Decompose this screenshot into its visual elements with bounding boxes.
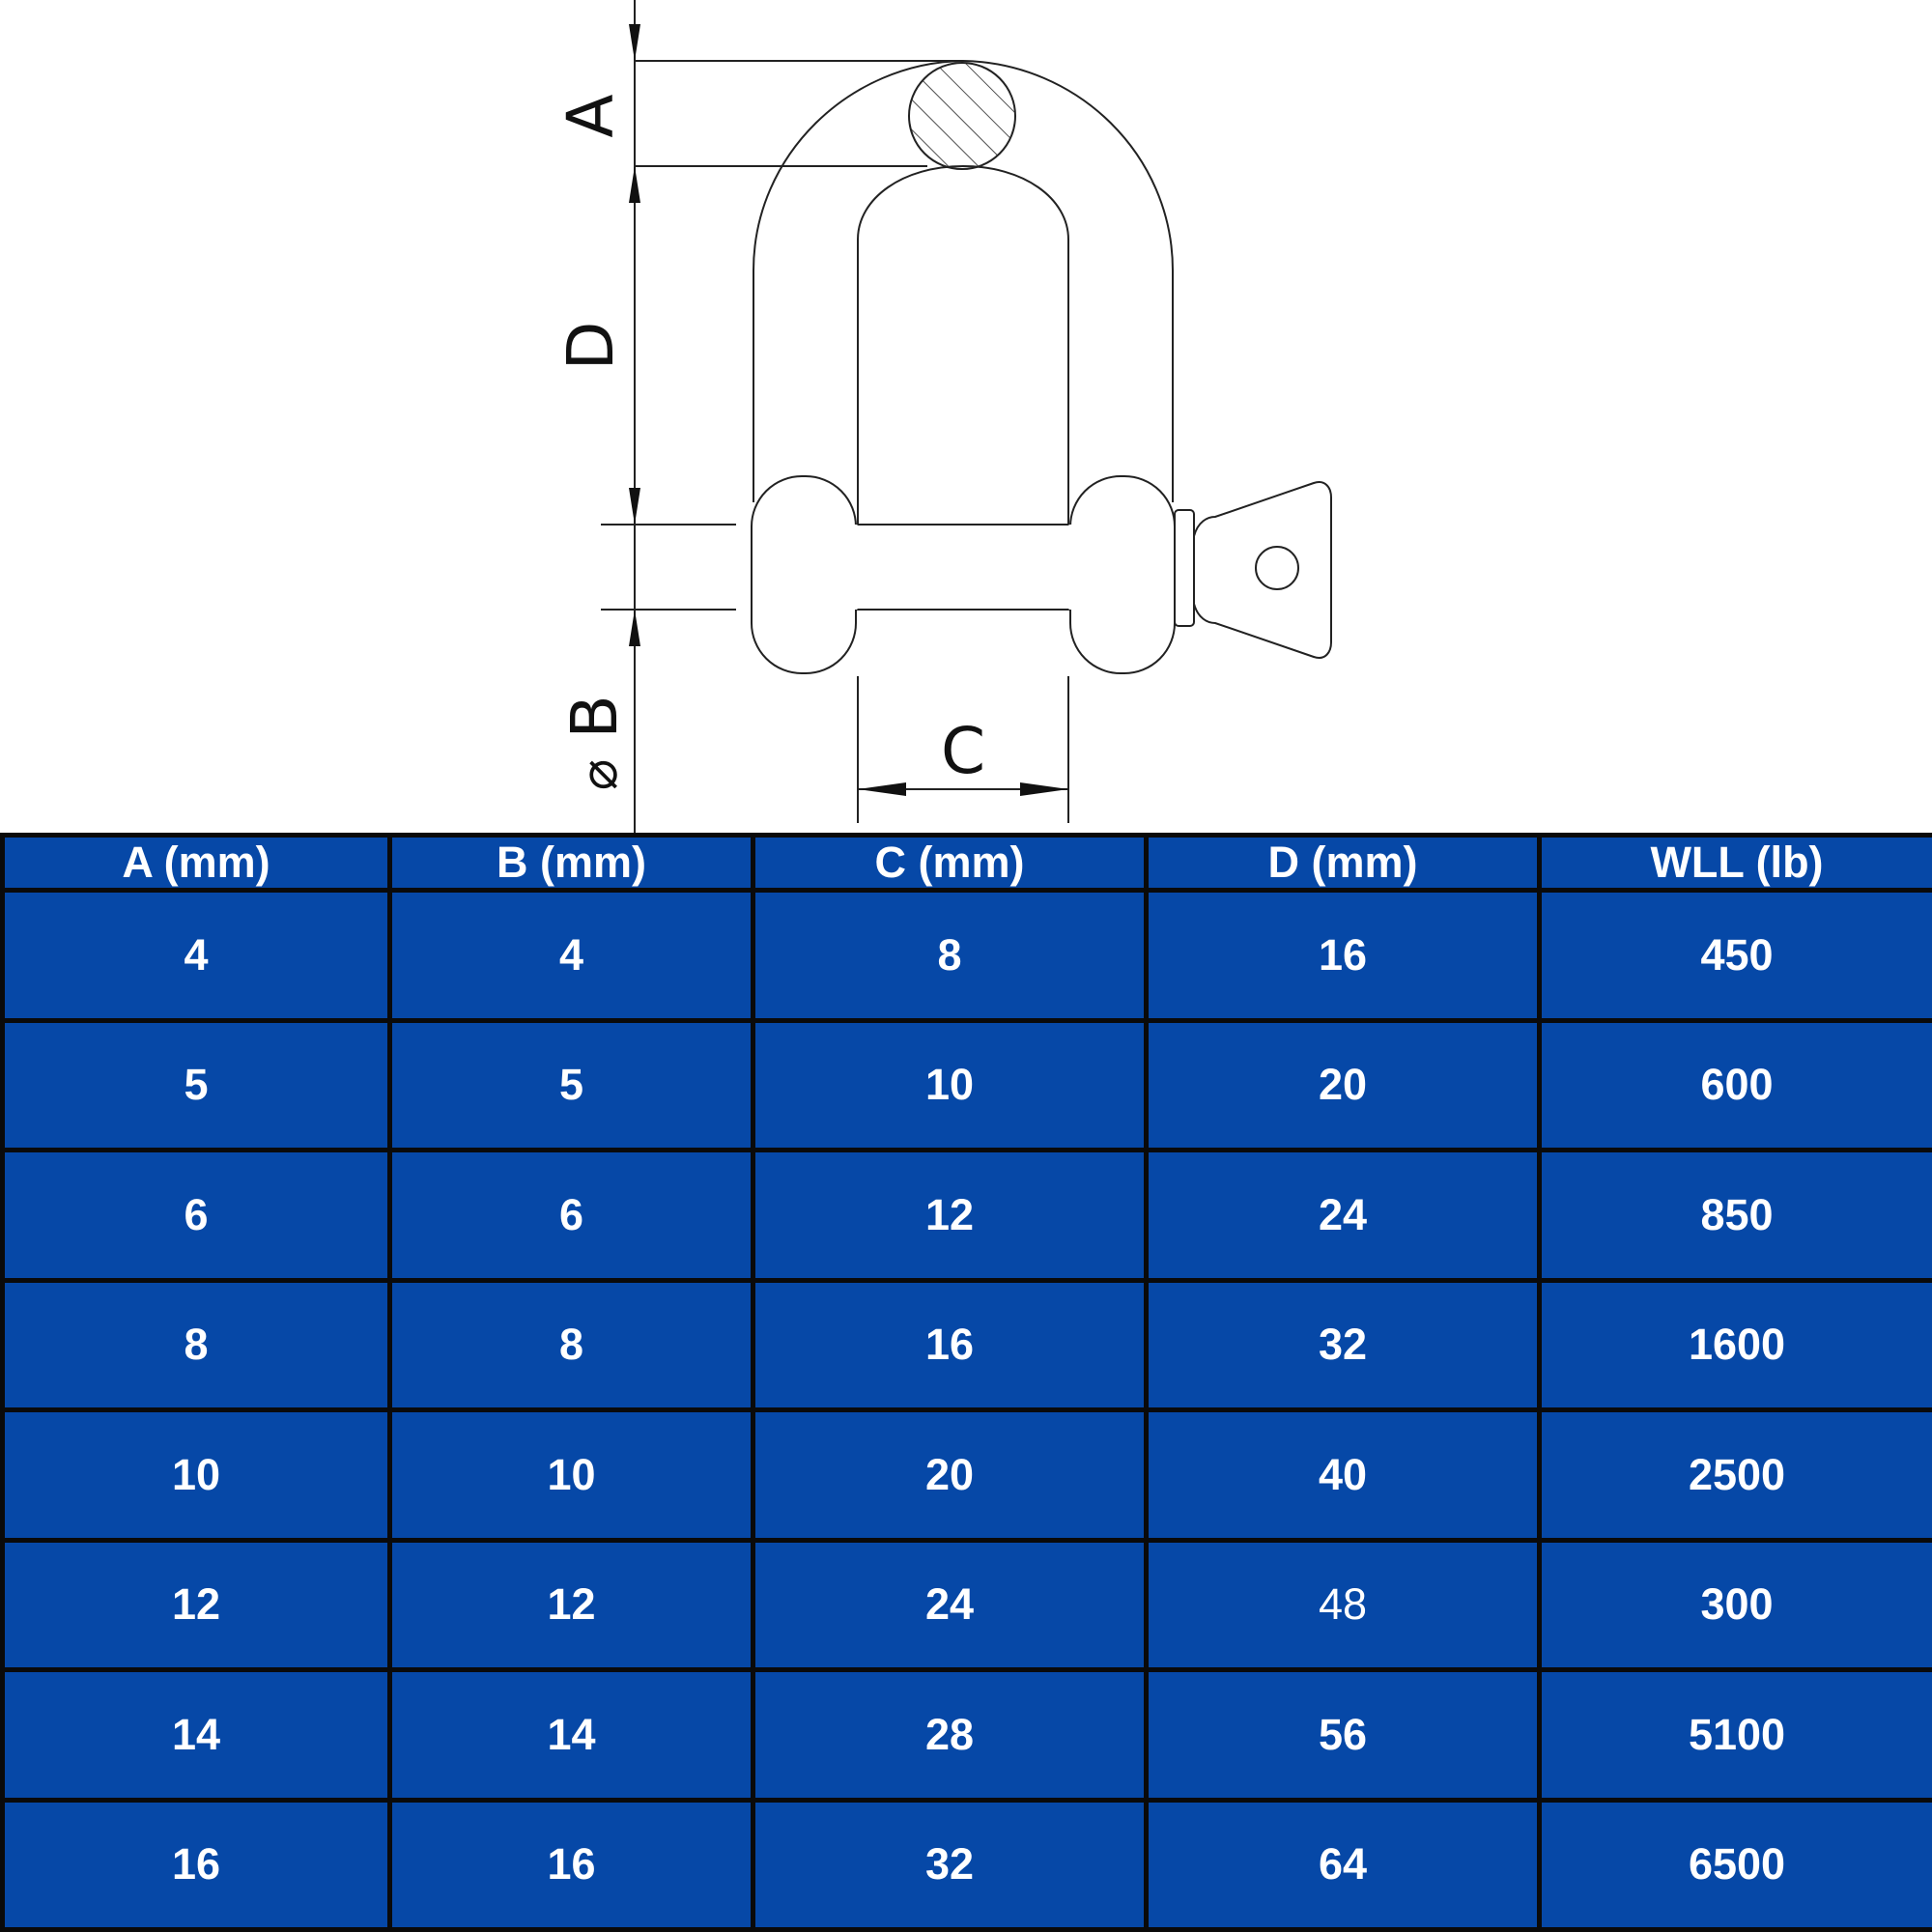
cell-a: 12	[3, 1540, 390, 1670]
cell-d: 64	[1147, 1800, 1540, 1930]
table-row	[3, 1800, 1932, 1930]
cell-d: 56	[1147, 1670, 1540, 1801]
table-row	[3, 1151, 1932, 1281]
cell-b: 14	[390, 1670, 753, 1801]
shackle-inner-bow	[858, 166, 1068, 493]
cell-c: 8	[753, 891, 1147, 1021]
header-wll: WLL (lb)	[1540, 836, 1932, 891]
cell-b: 8	[390, 1280, 753, 1410]
cell-c: 28	[753, 1670, 1147, 1801]
header-b: B (mm)	[390, 836, 753, 891]
cell-c: 10	[753, 1020, 1147, 1151]
cell-a: 16	[3, 1800, 390, 1930]
cell-b: 6	[390, 1151, 753, 1281]
cell-b: 12	[390, 1540, 753, 1670]
header-d: D (mm)	[1147, 836, 1540, 891]
table-row	[3, 891, 1932, 1021]
cell-c: 20	[753, 1410, 1147, 1541]
pin-head-collar	[1175, 510, 1194, 626]
cell-d: 32	[1147, 1280, 1540, 1410]
pin-wing-hole	[1256, 547, 1298, 589]
cell-d: 24	[1147, 1151, 1540, 1281]
arrow-c-right	[1020, 782, 1068, 796]
arrow-d-top	[629, 166, 640, 203]
table-row	[3, 1410, 1932, 1541]
left-eye	[752, 476, 856, 673]
cell-wll: 850	[1540, 1151, 1932, 1281]
cell-b: 5	[390, 1020, 753, 1151]
cell-wll: 600	[1540, 1020, 1932, 1151]
label-diameter-symbol: ⌀	[568, 758, 629, 791]
label-c: C	[940, 714, 986, 788]
shackle-eyes	[752, 476, 1175, 673]
arrow-a-top	[629, 24, 640, 61]
cell-d: 48	[1147, 1540, 1540, 1670]
cell-d: 40	[1147, 1410, 1540, 1541]
cell-b: 10	[390, 1410, 753, 1541]
cell-b: 4	[390, 891, 753, 1021]
cell-d: 16	[1147, 891, 1540, 1021]
label-d: D	[554, 321, 628, 371]
pin-head	[1175, 482, 1331, 658]
cell-wll: 1600	[1540, 1280, 1932, 1410]
cell-c: 12	[753, 1151, 1147, 1281]
cell-wll: 300	[1540, 1540, 1932, 1670]
cell-c: 32	[753, 1800, 1147, 1930]
table-row	[3, 1020, 1932, 1151]
shackle-dimension-diagram	[0, 0, 1932, 833]
cell-a: 8	[3, 1280, 390, 1410]
table-row	[3, 1280, 1932, 1410]
cell-a: 4	[3, 891, 390, 1021]
cell-b: 16	[390, 1800, 753, 1930]
label-b: B	[557, 695, 632, 739]
table-row	[3, 1540, 1932, 1670]
cell-a: 6	[3, 1151, 390, 1281]
cell-wll: 5100	[1540, 1670, 1932, 1801]
cell-d: 20	[1147, 1020, 1540, 1151]
cell-a: 14	[3, 1670, 390, 1801]
cell-c: 16	[753, 1280, 1147, 1410]
right-eye	[1070, 476, 1175, 673]
cell-a: 5	[3, 1020, 390, 1151]
label-a: A	[554, 94, 628, 138]
header-c: C (mm)	[753, 836, 1147, 891]
cell-wll: 450	[1540, 891, 1932, 1021]
arrow-c-left	[858, 782, 906, 796]
header-a: A (mm)	[3, 836, 390, 891]
bow-cross-section	[898, 53, 1029, 184]
cell-wll: 6500	[1540, 1800, 1932, 1930]
shackle-spec-table	[0, 833, 1932, 1932]
pin-shaft	[856, 525, 1070, 610]
table-header-row	[3, 836, 1932, 891]
cell-a: 10	[3, 1410, 390, 1541]
cell-wll: 2500	[1540, 1410, 1932, 1541]
table-row	[3, 1670, 1932, 1801]
cell-c: 24	[753, 1540, 1147, 1670]
arrow-d-bottom	[629, 488, 640, 525]
arrow-b-bottom	[629, 610, 640, 646]
